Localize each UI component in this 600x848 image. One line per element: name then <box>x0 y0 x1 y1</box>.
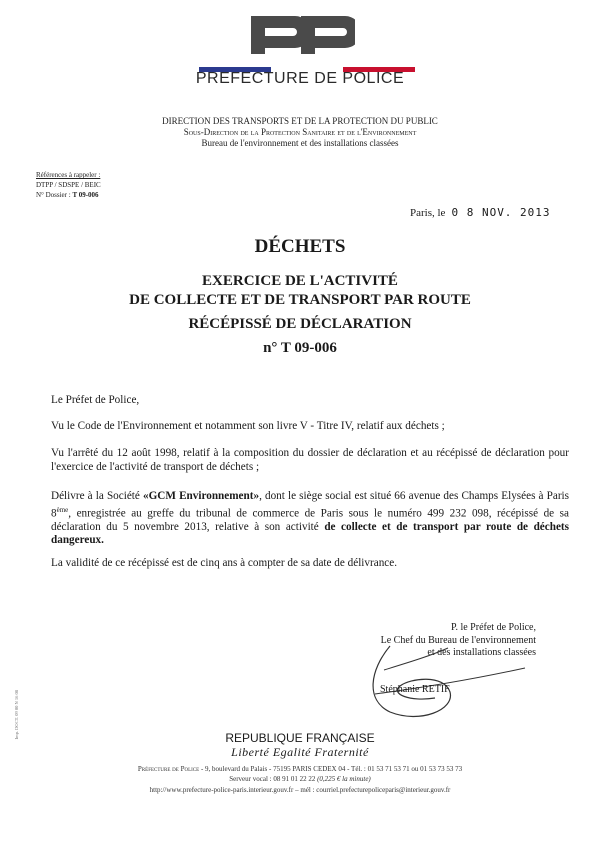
bureau-line: Bureau de l'environnement et des installations classées <box>201 138 399 148</box>
handwritten-signature-icon <box>360 640 530 720</box>
signatory-name: Stéphanie RETIF <box>380 684 450 695</box>
signature-line-2: Le Chef du Bureau de l'environnement <box>380 634 536 646</box>
body-paragraph-5: La validité de ce récépissé est de cinq ans à compter de sa date de délivrance. <box>51 557 398 569</box>
title-line-2: DE COLLECTE ET DE TRANSPORT PAR ROUTE <box>129 292 471 308</box>
print-code: Imp. DOCT. 09 00 N 16 08 <box>14 690 19 740</box>
references-service: DTPP / SDSPE / BEIC <box>36 181 101 189</box>
footer-web: http://www.prefecture-police-paris.interieur.gouv.fr – mél : courriel.prefecturepoliceparis@interieur.gouv.fr <box>149 786 451 794</box>
prefecture-logo <box>0 10 600 58</box>
body-paragraph-2: Vu le Code de l'Environnement et notamment son livre V - Titre IV, relatif aux déchets ; <box>51 420 445 432</box>
title-line-3: RÉCÉPISSÉ DE DÉCLARATION <box>188 316 412 332</box>
title-line-1: EXERCICE DE L'ACTIVITÉ <box>202 273 398 289</box>
body-paragraph-3: Vu l'arrêté du 12 août 1998, relatif à la composition du dossier de déclaration et au récépissé de déclaration pour l'exercice de l'activité de transport de déchets ; <box>51 447 569 473</box>
document-number: n° T 09-006 <box>263 340 337 356</box>
references-label: Références à rappeler : <box>36 171 101 179</box>
date-line <box>410 206 551 219</box>
document-title: DÉCHETS <box>254 236 346 257</box>
signature-line-1: P. le Préfet de Police, <box>451 622 536 633</box>
footer-address: Préfecture de Police - 9, boulevard du Palais - 75195 PARIS CEDEX 04 - Tél. : 01 53 71 53 71 ou 01 53 73 53 73 <box>137 765 463 773</box>
body-paragraph-1: Le Préfet de Police, <box>51 394 140 406</box>
body-paragraph-4: Délivre à la Société «GCM Environnement», dont le siège social est situé 66 avenue des Champs Elysées à Paris 8ème, enregistrée au greffe du tribunal de commerce de Paris sous le numéro 499 232 098, récépissé de sa déclaration du 5 novembre 2013, relative à son activité de collecte et de transport par route de déchets dangereux. <box>51 490 570 547</box>
company-name: «GCM Environnement» <box>143 490 260 502</box>
pp-monogram-icon <box>245 10 355 58</box>
tricolor-flag-stripe <box>199 59 416 64</box>
sous-direction-line: Sous-Direction de la Protection Sanitaire et de l'Environnement <box>183 127 417 137</box>
date-place: Paris, le <box>410 207 446 219</box>
signature-line-3: et des installations classées <box>427 647 536 658</box>
date-stamp: 0 8 NOV. 2013 <box>451 206 551 219</box>
footer-voice-server: Serveur vocal : 08 91 01 22 22 (0,225 € la minute) <box>229 775 371 783</box>
dossier-number: N° Dossier : T 09-006 <box>36 191 99 199</box>
org-name: PREFECTURE DE POLICE <box>195 70 405 87</box>
republic-motto: Liberté Egalité Fraternité <box>231 745 369 759</box>
references-block <box>36 170 101 200</box>
republic-label: REPUBLIQUE FRANÇAISE <box>225 731 375 745</box>
direction-line: DIRECTION DES TRANSPORTS ET DE LA PROTECTION DU PUBLIC <box>162 116 438 126</box>
